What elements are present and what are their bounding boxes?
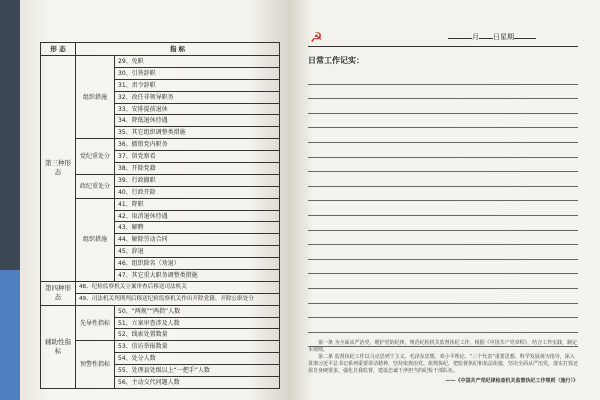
day-weekday-label: 日星期 — [493, 33, 514, 41]
writing-line — [308, 318, 578, 333]
table-cell: 30、引咎辞职 — [115, 67, 280, 79]
writing-line — [308, 304, 578, 319]
subcategory-admin-discipline: 政纪重处分 — [76, 174, 115, 198]
footer-article-2: 第二条 监督执纪工作以马克思列宁主义、毛泽东思想、邓小平理论、“三个代表”重要思想、科学发展观为指导，深入贯彻习近平总书记系列重要讲话精神，坚持依规治党、依规执纪，把监督执纪和执法衔接，坚决全面从严治党，落实打铁还需自身硬要求，强化自我监督，建设忠诚干净担当的纪检干部队伍。 — [308, 354, 579, 374]
page-title: 日常工作记实： — [308, 56, 364, 65]
writing-line — [308, 172, 578, 187]
subcategory-org-measures-2: 组织措施 — [76, 198, 115, 281]
table-cell: 51、立案审查涉及人数 — [115, 317, 280, 329]
table-cell: 37、留党察看 — [115, 151, 280, 163]
writing-line — [308, 260, 578, 275]
table-cell: 55、处理县处级以上“一把手”人数 — [115, 365, 280, 377]
table-row — [41, 56, 280, 68]
table-cell: 45、辞退 — [115, 246, 280, 258]
table-cell: 31、责令辞职 — [115, 79, 280, 91]
footer-source: ——《中国共产党纪律检查机关监督执纪工作规则（施行）》 — [445, 378, 578, 384]
party-emblem-icon: ☭ — [310, 30, 323, 46]
table-cell: 34、降低退休待遇 — [115, 115, 280, 127]
table-cell: 40、行政开除 — [115, 186, 280, 198]
header-indicator: 指 标 — [76, 43, 280, 56]
month-label: 月 — [472, 33, 479, 41]
table-cell: 42、取消退休待遇 — [115, 210, 280, 222]
table-cell: 47、其它重大职务调整类措施 — [115, 270, 280, 282]
writing-line — [308, 201, 578, 216]
writing-line — [308, 70, 578, 85]
table-cell: 38、开除党籍 — [115, 163, 280, 175]
subcategory-leading: 先导性指标 — [76, 305, 115, 341]
category-fourth-form: 第四种形态 — [41, 281, 76, 305]
table-cell: 32、改任非领导职务 — [115, 91, 280, 103]
right-page — [288, 0, 600, 400]
table-header — [41, 43, 280, 56]
table-cell: 50、“两规”“两指”人数 — [115, 305, 280, 317]
table-row — [41, 139, 280, 151]
footer-article-1: 第一条 为全面从严治党，维护党的纪律，规范纪检机关监督执纪工作，根据《中国共产党章程》，结合工作实践，制定本规则。 — [308, 340, 578, 353]
table-row — [41, 174, 280, 186]
writing-line — [308, 99, 578, 114]
table-cell: 46、组织除名（劝退） — [115, 258, 280, 270]
category-third-form: 第三种形态 — [41, 56, 76, 282]
subcategory-org-measures-1: 组织措施 — [76, 56, 115, 139]
writing-line — [308, 128, 578, 143]
table-cell: 33、安排提前退休 — [115, 103, 280, 115]
footer-rules-text — [308, 340, 578, 385]
table-row — [41, 293, 280, 305]
subcategory-warning: 预警性指标 — [76, 341, 115, 389]
writing-line — [308, 187, 578, 202]
table-row — [41, 281, 280, 293]
table-cell: 35、其它组织调整类措施 — [115, 127, 280, 139]
writing-line — [308, 245, 578, 260]
category-auxiliary: 辅助性指标 — [41, 305, 76, 388]
table-row — [41, 198, 280, 210]
table-cell: 43、解聘 — [115, 222, 280, 234]
table-cell: 52、线索处置数量 — [115, 329, 280, 341]
table-cell: 44、解除劳动合同 — [115, 234, 280, 246]
table-cell: 53、信访举报数量 — [115, 341, 280, 353]
writing-line — [308, 114, 578, 129]
writing-line — [308, 158, 578, 173]
date-line — [448, 32, 536, 42]
table-row — [41, 305, 280, 317]
header-form: 形 态 — [41, 43, 76, 56]
writing-line — [308, 274, 578, 289]
table-cell: 29、免职 — [115, 56, 280, 68]
header-rule — [308, 46, 578, 47]
writing-line — [308, 85, 578, 100]
table-cell: 56、主动交代问题人数 — [115, 377, 280, 389]
left-page — [20, 0, 288, 400]
table-cell: 36、撤销党内职务 — [115, 139, 280, 151]
subcategory-party-discipline: 党纪重处分 — [76, 139, 115, 175]
table-cell: 54、处分人数 — [115, 353, 280, 365]
writing-line — [308, 231, 578, 246]
table-cell: 41、降职 — [115, 198, 280, 210]
table-cell: 48、纪检监察机关立案审查后移送司法机关 — [76, 281, 280, 293]
writing-line — [308, 143, 578, 158]
table-cell: 39、行政撤职 — [115, 174, 280, 186]
table-cell: 49、司法机关判刑判后移送纪检监察机关作出开除党籍、开除公职处分 — [76, 293, 280, 305]
writing-line — [308, 289, 578, 304]
writing-line — [308, 216, 578, 231]
table-row — [41, 341, 280, 353]
writing-lines — [308, 70, 578, 347]
indicator-table — [40, 42, 280, 389]
